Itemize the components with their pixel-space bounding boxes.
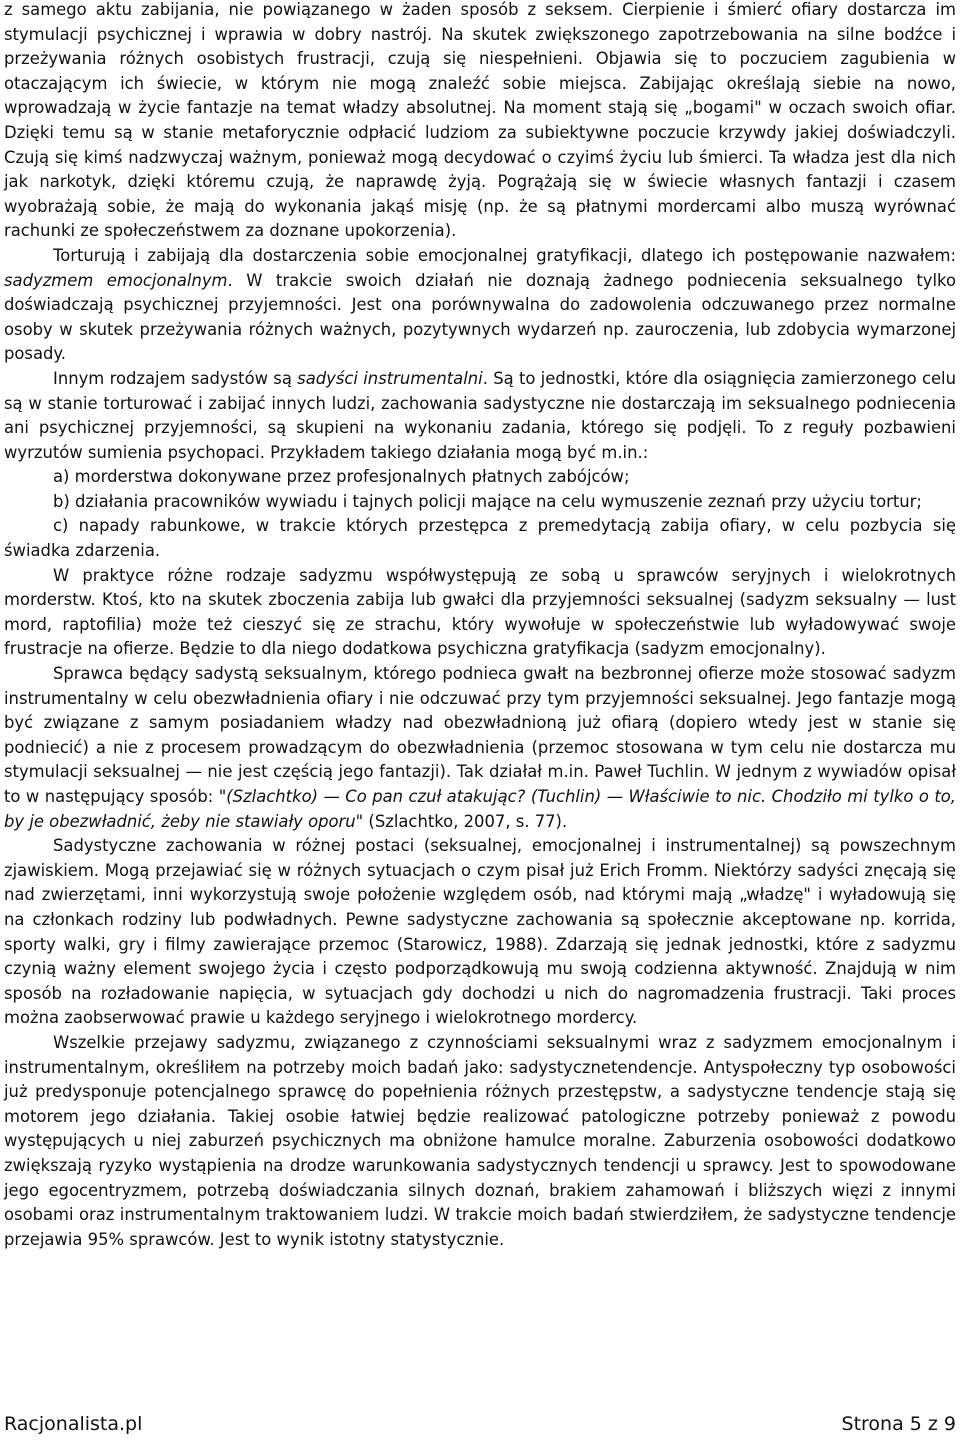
citation: (Szlachtko, 2007, s. 77).	[363, 811, 568, 831]
paragraph-text: Innym rodzajem sadystów są	[53, 368, 298, 388]
footer-site-name: Racjonalista.pl	[4, 1413, 143, 1435]
document-body	[4, 0, 956, 1252]
page-footer	[4, 1412, 956, 1438]
paragraph-text: Torturują i zabijają dla dostarczenia sobie emocjonalnej gratyfikacji, dlatego ich postępowanie nazwałem:	[53, 245, 956, 265]
emphasis-term: sadyści instrumentalni	[297, 368, 483, 388]
paragraph: W praktyce różne rodzaje sadyzmu współwystępują ze sobą u sprawców seryjnych i wielokrotnych morderstw. Ktoś, kto na skutek zboczenia zabija lub gwałci dla przyjemności seksualnej (sadyzm seksualny — lust mord, raptofilia) może też cieszyć się ze strachu, który wywołuje w społeczeństwie lub wyładowywać swoje frustracje na ofierze. Będzie to dla niego dodatkowa psychiczna gratyfikacja (sadyzm emocjonalny).	[4, 565, 956, 659]
paragraph: Sadystyczne zachowania w różnej postaci (seksualnej, emocjonalnej i instrumentalnej) są powszechnym zjawiskiem. Mogą przejawiać się w różnych sytuacjach o czym pisał już Erich Fromm. Niektórzy sadyści znęcają się nad zwierzętami, inni wykorzystują swoje położenie względem osób, nad którymi mają „władzę" i wyładowują się na członkach rodziny lub podwładnych. Pewne sadystyczne zachowania są społecznie akceptowane np. korrida, sporty walki, gry i filmy zawierające przemoc (Starowicz, 1988). Zdarzają się jednak jednostki, które z sadyzmu czynią ważny element swojego życia i często podporządkowują mu swoją codzienna aktywność. Znajdują w nim sposób na rozładowanie napięcia, w sytuacjach gdy dochodzi u nich do nagromadzenia frustracji. Taki proces można zaobserwować prawie u każdego seryjnego i wielokrotnego mordercy.	[4, 836, 956, 1028]
paragraph-text: . Są to jednostki, które dla osiągnięcia zamierzonego celu są w stanie torturować i zabijać innych ludzi, zachowania sadystyczne nie dostarczają im seksualnego podniecenia ani psychicznej przyjemności, są skupieni na wykonaniu zadania, którego się podjęli. To z reguły pozbawieni wyrzutów sumienia psychopaci. Przykładem takiego działania mogą być m.in.:	[4, 368, 956, 462]
list-item: b) działania pracowników wywiadu i tajnych policji mające na celu wymuszenie zeznań przy użyciu tortur;	[53, 491, 922, 511]
paragraph-text: Sprawca będący sadystą seksualnym, którego podnieca gwałt na bezbronnej ofierze może stosować sadyzm instrumentalny w celu obezwładnienia ofiary i nie odczuwać przy tym przyjemności seksualnej. Jego fantazje mogą być związane z samym posiadaniem władzy nad obezwładnioną już ofiarą (dopiero wtedy jest w stanie się podniecić) a nie z procesem prowadzącym do obezwładnienia (przemoc stosowana w tym celu nie dostarcza mu stymulacji seksualnej — nie jest częścią jego fantazji). Tak działał m.in. Paweł Tuchlin. W jednym z wywiadów opisał to w następujący sposób:	[4, 664, 956, 806]
paragraph-text: . W trakcie swoich działań nie doznają żadnego podniecenia seksualnego tylko doświadczają psychicznej przyjemności. Jest ona porównywalna do zadowolenia odczuwanego przez normalne osoby w skutek przeżywania różnych ważnych, pozytywnych wydarzeń np. zauroczenia, lub zdobycia wymarzonej posady.	[4, 270, 956, 364]
emphasis-term: sadyzmem emocjonalnym	[4, 270, 228, 290]
list-item: a) morderstwa dokonywane przez profesjonalnych płatnych zabójców;	[53, 467, 630, 487]
paragraph: z samego aktu zabijania, nie powiązanego w żaden sposób z seksem. Cierpienie i śmierć ofiary dostarcza im stymulacji psychicznej i wprawia w dobry nastrój. Na skutek zwiększonego zapotrzebowania na silne bodźce i przeżywania różnych osobistych frustracji, czują się niespełnieni. Objawia się to poczuciem zagubienia w otaczającym ich świecie, w którym nie mogą znaleźć sobie miejsca. Zabijając określają siebie na nowo, wprowadzają w życie fantazje na temat władzy absolutnej. Na moment stają się „bogami" w oczach swoich ofiar. Dzięki temu są w stanie metaforycznie odpłacić ludziom za subiektywne poczucie krzywdy jakiej doświadczyli. Czują się kimś nadzwyczaj ważnym, ponieważ mogą decydować o czyimś życiu lub śmierci. Ta władza jest dla nich jak narkotyk, dzięki któremu czują, że naprawdę żyją. Pogrążają się w świecie własnych fantazji i czasem wyobrażają sobie, że mają do wykonania jakąś misję (np. że są płatnymi mordercami albo muszą wyrównać rachunki ze społeczeństwem za doznane upokorzenia).	[4, 0, 956, 241]
list-item: c) napady rabunkowe, w trakcie których przestępca z premedytacją zabija ofiary, w celu pozbycia się świadka zdarzenia.	[4, 516, 956, 561]
page-number: Strona 5 z 9	[841, 1413, 956, 1435]
paragraph	[4, 244, 956, 367]
paragraph	[4, 662, 956, 834]
paragraph: Wszelkie przejawy sadyzmu, związanego z czynnościami seksualnymi wraz z sadyzmem emocjonalnym i instrumentalnym, określiłem na potrzeby moich badań jako: sadystycznetendencje. Antyspołeczny typ osobowości już predysponuje potencjalnego sprawcę do popełnienia różnych przestępstw, a sadystyczne tendencje stają się motorem jego działania. Takiej osobie łatwiej będzie realizować patologiczne potrzeby ponieważ z powodu występujących u niej zaburzeń psychicznych ma obniżone hamulce moralne. Zaburzenia osobowości dodatkowo zwiększają ryzyko wystąpienia na drodze warunkowania sadystycznych tendencji u sprawcy. Jest to spowodowane jego egocentryzmem, potrzebą doświadczania silnych doznań, brakiem zahamowań i bliższych więzi z innymi osobami oraz instrumentalnym traktowaniem ludzi. W trakcie moich badań stwierdziłem, że sadystyczne tendencje przejawia 95% sprawców. Jest to wynik istotny statystycznie.	[4, 1032, 956, 1249]
paragraph	[4, 367, 956, 465]
quotation: "(Szlachtko) — Co pan czuł atakując? (Tuchlin) — Właściwie to nic. Chodziło mi tylko o to, by je obezwładnić, żeby nie stawiały oporu"	[4, 787, 956, 831]
